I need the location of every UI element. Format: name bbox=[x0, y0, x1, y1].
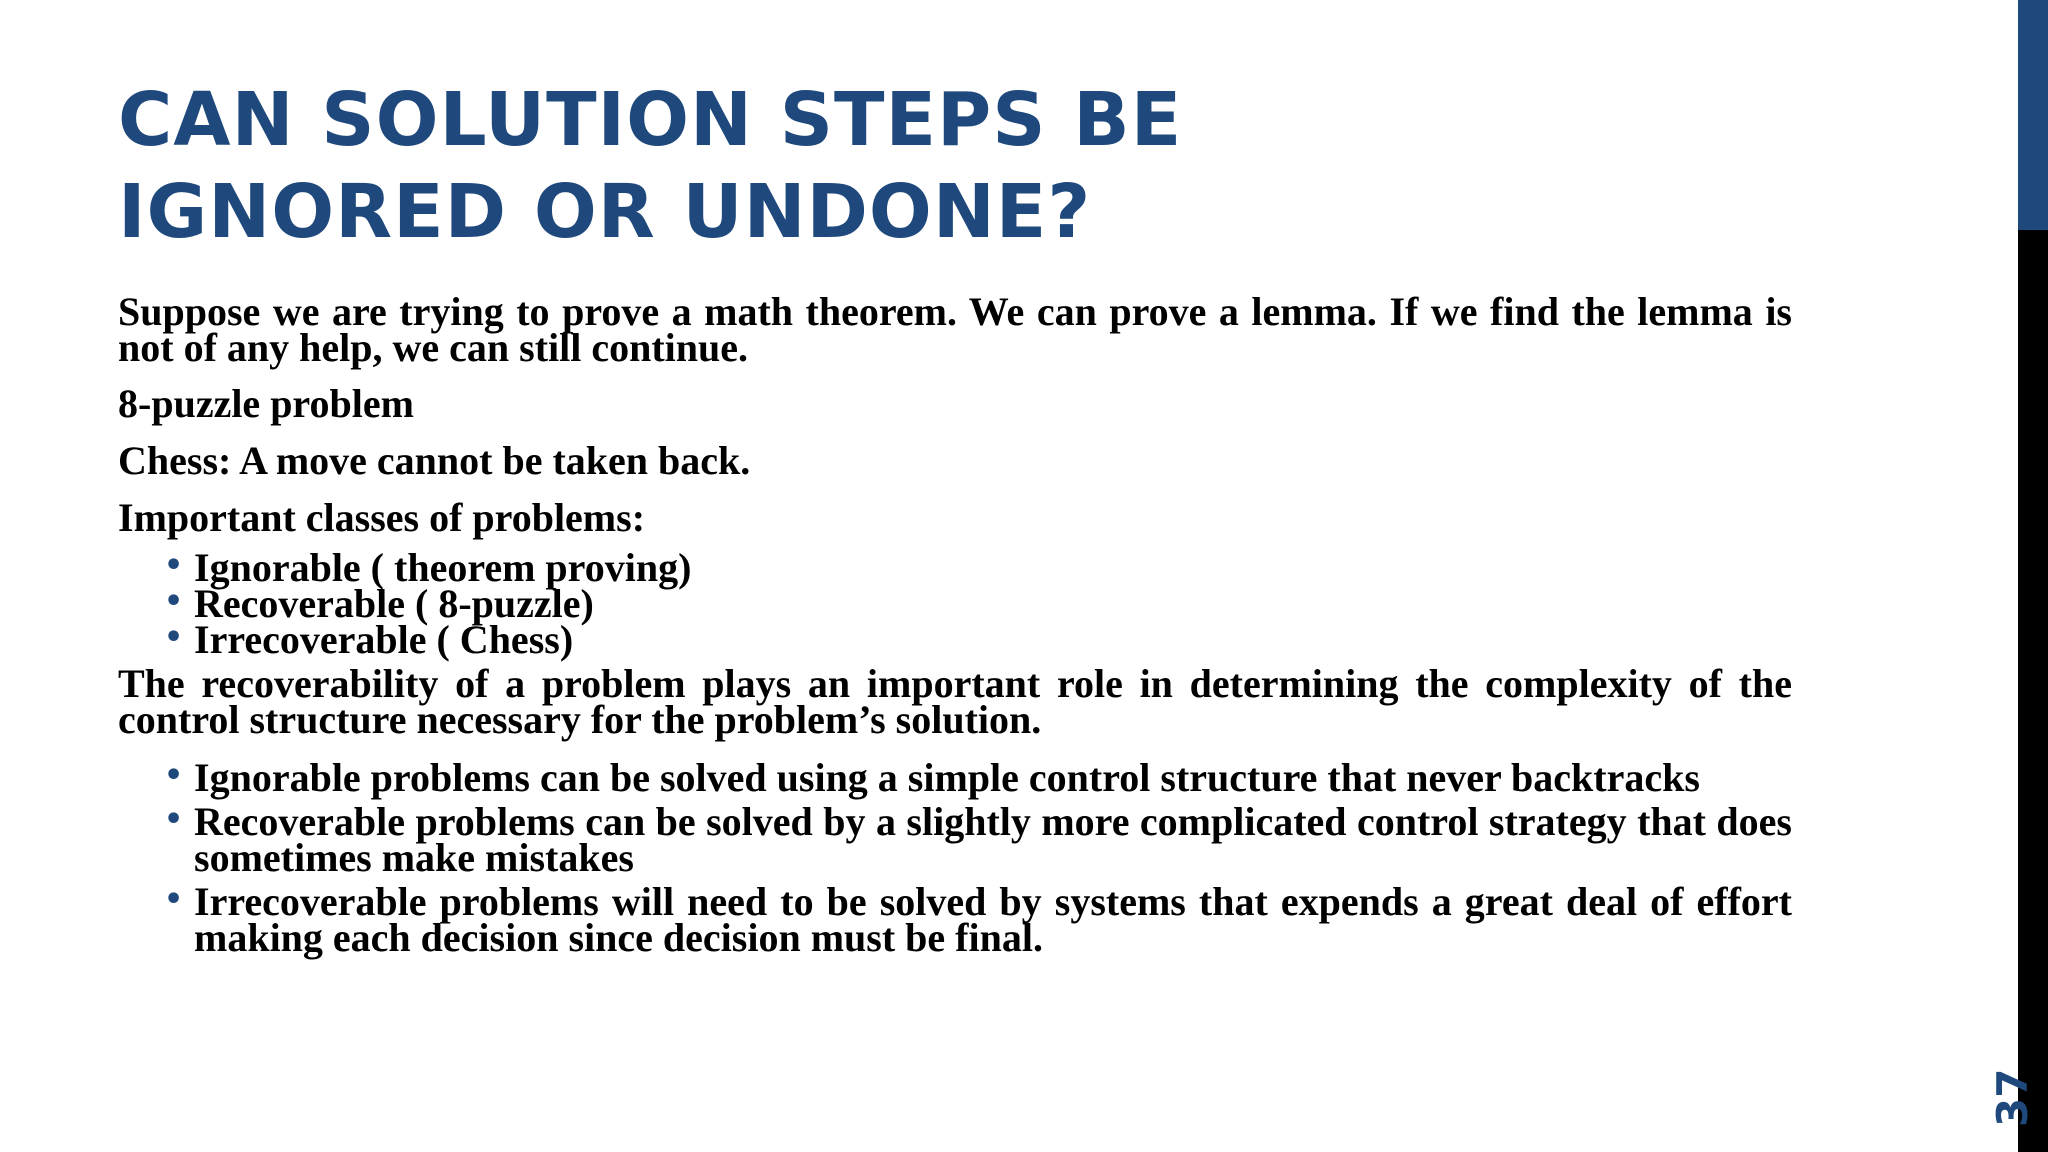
slide-title bbox=[118, 74, 1618, 258]
bullet-icon: • bbox=[164, 620, 184, 655]
side-bar bbox=[2018, 230, 2048, 1152]
bullet-icon: • bbox=[164, 584, 184, 619]
details-list bbox=[118, 755, 1792, 960]
list-item bbox=[164, 617, 1792, 662]
intro-paragraph: Suppose we are trying to prove a math theorem. We can prove a lemma. If we find the lemma is not of any help, we can still continue. bbox=[118, 289, 1792, 370]
chess-line: Chess: A move cannot be taken back. bbox=[118, 438, 751, 483]
class-irrecoverable: Irrecoverable ( Chess) bbox=[194, 617, 574, 662]
accent-bar bbox=[2018, 0, 2048, 230]
detail-irrecoverable: Irrecoverable problems will need to be solved by systems that expends a great deal of effort making each decision since decision must be final. bbox=[194, 879, 1792, 960]
bullet-icon: • bbox=[164, 758, 184, 793]
slide-body bbox=[118, 289, 1792, 960]
slide-number: 37 bbox=[1988, 1068, 2037, 1127]
classes-list bbox=[118, 545, 1792, 662]
class-recoverable: Recoverable ( 8-puzzle) bbox=[194, 581, 594, 626]
slide-title-line-2: IGNORED OR UNDONE? bbox=[118, 169, 1092, 255]
bullet-icon: • bbox=[164, 882, 184, 917]
class-ignorable: Ignorable ( theorem proving) bbox=[194, 545, 692, 590]
recoverability-paragraph: The recoverability of a problem plays an important role in determining the complexity of the control structure necessary for the problem’s solution. bbox=[118, 661, 1792, 742]
list-item bbox=[164, 879, 1792, 960]
bullet-icon: • bbox=[164, 802, 184, 837]
slide-title-line-1: CAN SOLUTION STEPS BE bbox=[118, 77, 1183, 163]
list-item bbox=[164, 799, 1792, 880]
list-item bbox=[164, 755, 1792, 800]
puzzle-line: 8-puzzle problem bbox=[118, 381, 414, 426]
bullet-icon: • bbox=[164, 548, 184, 583]
detail-recoverable: Recoverable problems can be solved by a slightly more complicated control strategy that does sometimes make mistakes bbox=[194, 799, 1792, 880]
classes-heading: Important classes of problems: bbox=[118, 495, 646, 540]
detail-ignorable: Ignorable problems can be solved using a simple control structure that never backtracks bbox=[194, 755, 1700, 800]
